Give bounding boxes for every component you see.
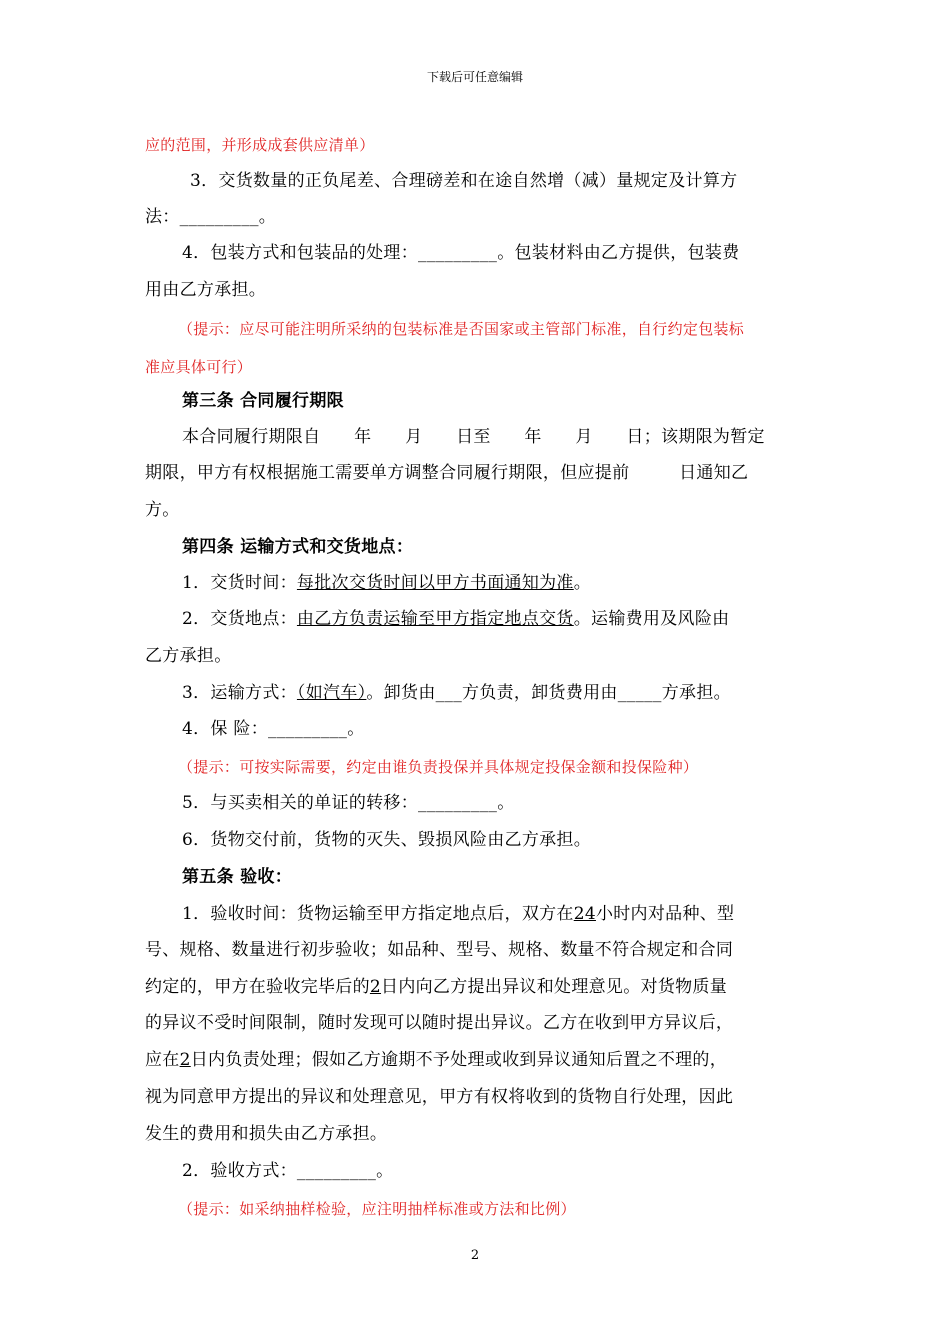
item-label: 1．验收时间：货物运输至甲方指定地点后，双方在 <box>182 904 574 924</box>
filled-value: 24 <box>573 904 596 924</box>
item-label: 2．交货地点： <box>182 609 297 629</box>
hint-text: （提示：应尽可能注明所采纳的包装标准是否国家或主管部门标准，自行约定包装标 <box>178 320 745 338</box>
text-line: 期限，甲方有权根据施工需要单方调整合同履行期限，但应提前 日通知乙 <box>145 463 749 483</box>
text-line <box>145 976 805 998</box>
text-line: 视为同意甲方提出的异议和处理意见，甲方有权将收到的货物自行处理，因此 <box>145 1087 734 1107</box>
filled-value: 2 <box>179 1050 191 1070</box>
text-line: 2．验收方式：_________。 <box>182 1161 394 1181</box>
item-end: 。卸货由___方负责，卸货费用由_____方承担。 <box>366 683 731 703</box>
text-line: 的异议不受时间限制，随时发现可以随时提出异议。乙方在收到甲方异议后， <box>145 1013 734 1033</box>
filled-value: 由乙方负责运输至甲方指定地点交货 <box>296 609 574 629</box>
item-end: 小时内对品种、型 <box>595 904 735 924</box>
text-line: 方。 <box>145 500 180 520</box>
text-line <box>182 903 842 925</box>
text-line: 3．交货数量的正负尾差、合理磅差和在途自然增（减）量规定及计算方 <box>190 171 738 191</box>
filled-value: （如汽车） <box>296 683 367 703</box>
text-line: 应的范围，并形成成套供应清单） <box>145 136 375 154</box>
item-label: 约定的，甲方在验收完毕后的 <box>145 977 370 997</box>
page-header: 下载后可任意编辑 <box>426 70 523 84</box>
text-line: 用由乙方承担。 <box>145 280 267 300</box>
text-line <box>182 572 842 594</box>
item-label: 3．运输方式： <box>182 683 297 703</box>
item-end: 。运输费用及风险由 <box>573 609 730 629</box>
section-heading: 第三条 合同履行期限 <box>182 391 344 411</box>
section-heading: 第四条 运输方式和交货地点： <box>182 537 414 557</box>
hint-text: （提示：可按实际需要，约定由谁负责投保并具体规定投保金额和投保险种） <box>178 758 699 776</box>
item-end: 。 <box>573 573 592 593</box>
text-line: 6．货物交付前，货物的灭失、毁损风险由乙方承担。 <box>182 830 592 850</box>
text-line <box>182 682 842 704</box>
hint-text: 准应具体可行） <box>145 358 253 376</box>
page-number: 2 <box>470 1248 480 1263</box>
item-label: 1．交货时间： <box>182 573 297 593</box>
text-line: 号、规格、数量进行初步验收；如品种、型号、规格、数量不符合规定和合同 <box>145 940 734 960</box>
item-label: 应在 <box>145 1050 180 1070</box>
item-end: 日内向乙方提出异议和处理意见。对货物质量 <box>381 977 728 997</box>
text-line: 本合同履行期限自 年 月 日至 年 月 日；该期限为暂定 <box>182 427 765 447</box>
item-end: 日内负责处理；假如乙方逾期不予处理或收到异议通知后置之不理的， <box>190 1050 728 1070</box>
text-line: 4．保 险：_________。 <box>182 719 365 739</box>
text-line: 5．与买卖相关的单证的转移：_________。 <box>182 793 515 813</box>
text-line: 发生的费用和损失由乙方承担。 <box>145 1124 388 1144</box>
filled-value: 2 <box>369 977 382 997</box>
section-heading: 第五条 验收： <box>182 867 293 887</box>
text-line: 乙方承担。 <box>145 646 232 666</box>
text-line <box>182 608 842 630</box>
text-line: 法：_________。 <box>145 207 277 227</box>
filled-value: 每批次交货时间以甲方书面通知为准 <box>296 573 574 593</box>
hint-text: （提示：如采纳抽样检验，应注明抽样标准或方法和比例） <box>178 1200 576 1218</box>
text-line: 4．包装方式和包装品的处理：_________。包装材料由乙方提供，包装费 <box>182 243 740 263</box>
text-line <box>145 1049 805 1071</box>
